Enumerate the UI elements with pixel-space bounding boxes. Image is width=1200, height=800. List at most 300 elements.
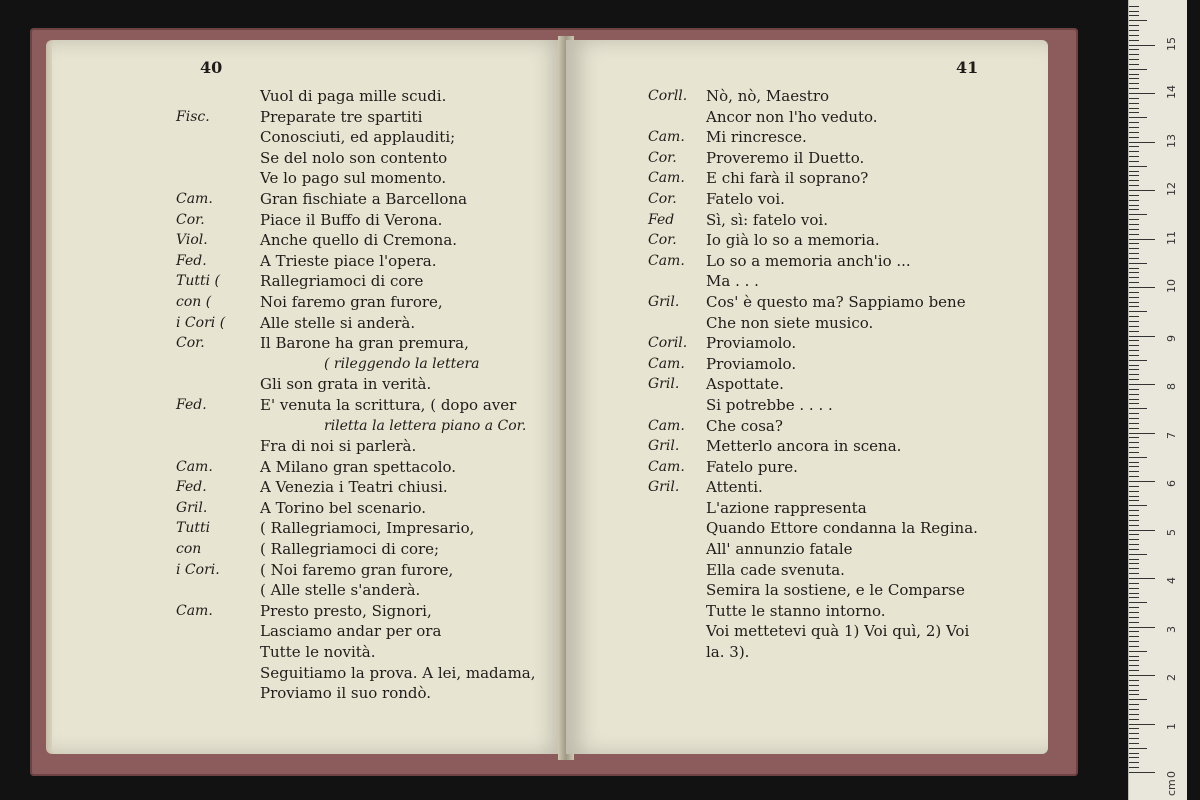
ruler-label: 8 xyxy=(1165,383,1178,390)
ruler-tick xyxy=(1129,132,1139,133)
text-line xyxy=(52,313,566,334)
verse-text: Ve lo pago sul momento. xyxy=(260,169,447,188)
ruler-tick xyxy=(1129,641,1139,642)
ruler-tick xyxy=(1129,680,1139,681)
verse-text: Lo so a memoria anch'io ... xyxy=(706,251,911,270)
text-line xyxy=(566,189,1048,210)
ruler-tick xyxy=(1129,365,1139,366)
text-line xyxy=(52,498,566,519)
text-line xyxy=(52,168,566,189)
ruler-tick xyxy=(1129,209,1139,210)
right-page xyxy=(566,40,1048,754)
verse-text: Vuol di paga mille scudi. xyxy=(260,87,447,105)
speaker-label: i Cori. xyxy=(176,561,220,578)
verse-text: Cos' è questo ma? Sappiamo bene xyxy=(706,292,966,311)
ruler-tick xyxy=(1129,355,1139,356)
ruler-label: 6 xyxy=(1165,480,1178,487)
verse-text: ( Rallegriamoci di core; xyxy=(260,540,440,559)
ruler-tick xyxy=(1129,180,1139,181)
verse-text: Tutte le novità. xyxy=(260,643,376,662)
ruler-tick xyxy=(1129,219,1139,220)
text-line xyxy=(52,436,566,457)
ruler-tick xyxy=(1129,466,1139,467)
ruler-tick xyxy=(1129,248,1139,249)
ruler-tick xyxy=(1129,316,1139,317)
speaker-label: Fed xyxy=(648,211,675,228)
ruler-tick xyxy=(1129,243,1139,244)
verse-text: Fra di noi si parlerà. xyxy=(260,437,417,456)
text-line xyxy=(52,395,566,416)
ruler-tick xyxy=(1129,108,1139,109)
verse-text: Noi faremo gran furore, xyxy=(260,292,443,311)
text-line xyxy=(52,560,566,581)
text-line xyxy=(566,621,1048,642)
ruler-tick xyxy=(1129,452,1139,453)
speaker-label: Cam. xyxy=(176,602,213,619)
ruler-tick xyxy=(1129,753,1139,754)
ruler-tick xyxy=(1129,49,1139,50)
ruler-tick xyxy=(1129,103,1139,104)
ruler-tick xyxy=(1129,185,1139,186)
verse-text: Gli son grata in verità. xyxy=(260,375,432,394)
ruler-tick xyxy=(1129,719,1139,720)
ruler-label: 2 xyxy=(1165,674,1178,681)
text-line xyxy=(52,539,566,560)
ruler-tick xyxy=(1129,651,1147,652)
verse-text: A Milano gran spettacolo. xyxy=(260,457,457,476)
text-line xyxy=(52,292,566,313)
ruler-tick xyxy=(1129,622,1139,623)
verse-text: Proviamo il suo rondò. xyxy=(260,684,432,703)
verse-text: Ancor non l'ho veduto. xyxy=(706,107,878,126)
ruler-tick xyxy=(1129,408,1147,409)
ruler-tick xyxy=(1129,35,1139,36)
verse-text: ( Noi faremo gran furore, xyxy=(260,560,454,579)
ruler-label: 11 xyxy=(1165,230,1178,245)
speaker-label: Coril. xyxy=(648,335,688,352)
ruler-tick xyxy=(1129,200,1139,201)
verse-text: Tutte le stanno intorno. xyxy=(706,601,886,620)
speaker-label: Gril. xyxy=(648,438,680,455)
ruler-tick xyxy=(1129,331,1139,332)
text-line xyxy=(52,642,566,663)
verse-text: Proviamolo. xyxy=(706,334,797,353)
ruler-tick xyxy=(1129,321,1139,322)
ruler-tick xyxy=(1129,602,1147,603)
speaker-label: Gril. xyxy=(648,479,680,496)
text-line xyxy=(566,477,1048,498)
verse-text: Si potrebbe . . . . xyxy=(706,395,833,414)
text-line xyxy=(566,457,1048,478)
verse-text: Rallegriamoci di core xyxy=(260,272,424,291)
ruler-tick xyxy=(1129,379,1139,380)
text-line xyxy=(566,580,1048,601)
speaker-label: i Cori ( xyxy=(176,314,226,331)
ruler-tick xyxy=(1129,627,1155,628)
ruler-tick xyxy=(1129,447,1139,448)
stage-direction: ( rileggendo la lettera xyxy=(324,355,480,372)
ruler-tick xyxy=(1129,384,1155,385)
verse-text: Gran fischiate a Barcellona xyxy=(260,189,468,208)
text-line xyxy=(566,230,1048,251)
ruler-label: 14 xyxy=(1165,85,1178,99)
ruler-tick xyxy=(1129,54,1139,55)
ruler-tick xyxy=(1129,122,1139,123)
speaker-label: Cam. xyxy=(648,252,685,269)
ruler-tick xyxy=(1129,345,1139,346)
verse-text: Che cosa? xyxy=(706,416,783,435)
verse-text: Mi rincresce. xyxy=(706,128,807,147)
ruler-tick xyxy=(1129,471,1139,472)
ruler-tick xyxy=(1129,175,1139,176)
ruler-tick xyxy=(1129,709,1139,710)
verse-text: Aspottate. xyxy=(706,375,784,394)
ruler-tick xyxy=(1129,583,1139,584)
ruler-tick xyxy=(1129,597,1139,598)
ruler-tick xyxy=(1129,6,1139,7)
text-line xyxy=(566,354,1048,375)
ruler-tick xyxy=(1129,593,1139,594)
measuring-ruler xyxy=(1128,0,1187,800)
ruler-tick xyxy=(1129,544,1139,545)
ruler-tick xyxy=(1129,117,1147,118)
ruler-tick xyxy=(1129,660,1139,661)
verse-text: A Torino bel scenario. xyxy=(260,498,427,517)
ruler-tick xyxy=(1129,142,1155,143)
ruler-label: 13 xyxy=(1165,133,1178,148)
text-line xyxy=(52,683,566,704)
ruler-tick xyxy=(1129,767,1139,768)
ruler-tick xyxy=(1129,486,1139,487)
left-page-text xyxy=(52,86,566,704)
ruler-tick xyxy=(1129,224,1139,225)
ruler-tick xyxy=(1129,59,1139,60)
verse-text: Fatelo voi. xyxy=(706,189,785,208)
ruler-tick xyxy=(1129,496,1139,497)
verse-text: Io già lo so a memoria. xyxy=(706,231,880,250)
text-line xyxy=(566,518,1048,539)
verse-text: A Venezia i Teatri chiusi. xyxy=(260,478,448,497)
ruler-label: 1 xyxy=(1165,722,1178,730)
ruler-tick xyxy=(1129,423,1139,424)
ruler-tick xyxy=(1129,151,1139,152)
ruler-tick xyxy=(1129,195,1139,196)
ruler-tick xyxy=(1129,311,1147,312)
speaker-label: Gril. xyxy=(648,293,680,310)
ruler-tick xyxy=(1129,578,1155,579)
text-line xyxy=(52,107,566,128)
verse-text: ( Rallegriamoci, Impresario, xyxy=(260,519,475,538)
speaker-label: Tutti ( xyxy=(176,273,220,290)
ruler-tick xyxy=(1129,88,1139,89)
text-line xyxy=(566,107,1048,128)
ruler-tick xyxy=(1129,83,1139,84)
ruler-tick xyxy=(1129,636,1139,637)
ruler-tick xyxy=(1129,481,1155,482)
text-line xyxy=(566,86,1048,107)
speaker-label: Fed. xyxy=(176,252,207,269)
ruler-tick xyxy=(1129,350,1139,351)
ruler-tick xyxy=(1129,685,1139,686)
ruler-tick xyxy=(1129,146,1139,147)
ruler-tick xyxy=(1129,205,1139,206)
verse-text: Il Barone ha gran premura, xyxy=(260,334,469,353)
speaker-label: Cor. xyxy=(648,232,677,249)
ruler-tick xyxy=(1129,491,1139,492)
text-line xyxy=(52,663,566,684)
ruler-tick xyxy=(1129,534,1139,535)
ruler-label: 12 xyxy=(1165,182,1178,196)
ruler-label: 10 xyxy=(1165,279,1178,293)
ruler-tick xyxy=(1129,156,1139,157)
ruler-tick xyxy=(1129,476,1139,477)
ruler-tick xyxy=(1129,748,1147,749)
verse-text: Proveremo il Duetto. xyxy=(706,148,865,167)
ruler-tick xyxy=(1129,724,1155,725)
verse-text: Anche quello di Cremona. xyxy=(260,231,458,250)
ruler-label: 9 xyxy=(1165,334,1178,342)
text-line xyxy=(566,251,1048,272)
verse-text: Piace il Buffo di Verona. xyxy=(260,210,443,229)
speaker-label: Gril. xyxy=(648,376,680,393)
ruler-tick xyxy=(1129,646,1139,647)
verse-text: Ma . . . xyxy=(706,272,759,291)
ruler-tick xyxy=(1129,510,1139,511)
ruler-tick xyxy=(1129,743,1139,744)
text-line xyxy=(566,292,1048,313)
ruler-tick xyxy=(1129,757,1139,758)
ruler-tick xyxy=(1129,306,1139,307)
verse-text: Ella cade svenuta. xyxy=(706,560,845,579)
verse-text: L'azione rappresenta xyxy=(706,498,867,517)
text-line xyxy=(566,560,1048,581)
ruler-tick xyxy=(1129,263,1147,264)
text-line xyxy=(566,333,1048,354)
ruler-label: 0 xyxy=(1165,771,1178,778)
ruler-tick xyxy=(1129,505,1147,506)
ruler-tick xyxy=(1129,98,1139,99)
verse-text: Attenti. xyxy=(706,478,763,497)
verse-text: Metterlo ancora in scena. xyxy=(706,437,902,456)
ruler-tick xyxy=(1129,272,1139,273)
ruler-tick xyxy=(1129,554,1147,555)
ruler-tick xyxy=(1129,733,1139,734)
ruler-tick xyxy=(1129,699,1147,700)
ruler-tick xyxy=(1129,462,1139,463)
ruler-label: 4 xyxy=(1165,577,1178,584)
text-line xyxy=(52,457,566,478)
ruler-tick xyxy=(1129,394,1139,395)
text-line xyxy=(52,354,566,375)
speaker-label: Cor. xyxy=(176,211,205,228)
text-line xyxy=(566,127,1048,148)
text-line xyxy=(566,271,1048,292)
ruler-tick xyxy=(1129,418,1139,419)
speaker-label: Fed. xyxy=(176,479,207,496)
ruler-tick xyxy=(1129,714,1139,715)
ruler-tick xyxy=(1129,515,1139,516)
text-line xyxy=(566,168,1048,189)
stage-direction: riletta la lettera piano a Cor. xyxy=(324,417,527,434)
ruler-tick xyxy=(1129,258,1139,259)
ruler-tick xyxy=(1129,403,1139,404)
text-line xyxy=(52,333,566,354)
text-line xyxy=(52,580,566,601)
ruler-label: 7 xyxy=(1165,431,1178,439)
ruler-tick xyxy=(1129,665,1139,666)
speaker-label: Fed. xyxy=(176,396,207,413)
ruler-tick xyxy=(1129,282,1139,283)
ruler-tick xyxy=(1129,127,1139,128)
ruler-tick xyxy=(1129,457,1147,458)
speaker-label: Fisc. xyxy=(176,108,210,125)
text-line xyxy=(52,601,566,622)
text-line xyxy=(566,539,1048,560)
ruler-tick xyxy=(1129,20,1147,21)
ruler-tick xyxy=(1129,374,1139,375)
ruler-tick xyxy=(1129,520,1139,521)
text-line xyxy=(566,498,1048,519)
ruler-tick xyxy=(1129,268,1139,269)
verse-text: Seguitiamo la prova. A lei, madama, xyxy=(260,663,536,682)
text-line xyxy=(566,642,1048,663)
verse-text: Se del nolo son contento xyxy=(260,148,448,167)
verse-text: Proviamolo. xyxy=(706,354,797,373)
text-line xyxy=(52,416,566,437)
ruler-tick xyxy=(1129,234,1139,235)
verse-text: Lasciamo andar per ora xyxy=(260,622,442,641)
ruler-tick xyxy=(1129,704,1139,705)
ruler-tick xyxy=(1129,45,1155,46)
ruler-tick xyxy=(1129,336,1155,337)
ruler-tick xyxy=(1129,11,1139,12)
ruler-tick xyxy=(1129,171,1139,172)
ruler-tick xyxy=(1129,559,1139,560)
ruler-tick xyxy=(1129,74,1139,75)
ruler-tick xyxy=(1129,340,1139,341)
text-line xyxy=(566,374,1048,395)
ruler-tick xyxy=(1129,229,1139,230)
text-line xyxy=(52,210,566,231)
ruler-tick xyxy=(1129,728,1139,729)
ruler-tick xyxy=(1129,442,1139,443)
verse-text: ( Alle stelle s'anderà. xyxy=(260,581,421,600)
ruler-tick xyxy=(1129,15,1139,16)
ruler-tick xyxy=(1129,166,1147,167)
right-page-text xyxy=(566,86,1048,663)
speaker-label: Cor. xyxy=(648,149,677,166)
ruler-tick xyxy=(1129,656,1139,657)
ruler-tick xyxy=(1129,433,1155,434)
speaker-label: Cor. xyxy=(176,335,205,352)
ruler-tick xyxy=(1129,389,1139,390)
ruler-tick xyxy=(1129,617,1139,618)
text-line xyxy=(566,313,1048,334)
verse-text: E chi farà il soprano? xyxy=(706,169,869,188)
ruler-tick xyxy=(1129,762,1139,763)
text-line xyxy=(52,230,566,251)
ruler-tick xyxy=(1129,690,1139,691)
text-line xyxy=(52,621,566,642)
ruler-tick xyxy=(1129,64,1139,65)
speaker-label: Cam. xyxy=(648,170,685,187)
left-page-number: 40 xyxy=(200,58,223,77)
ruler-tick xyxy=(1129,112,1139,113)
ruler-tick xyxy=(1129,428,1139,429)
verse-text: Quando Ettore condanna la Regina. xyxy=(706,519,978,538)
speaker-label: Cam. xyxy=(648,417,685,434)
verse-text: la. 3). xyxy=(706,643,750,662)
text-line xyxy=(566,416,1048,437)
ruler-label: 5 xyxy=(1165,528,1178,536)
ruler-tick xyxy=(1129,413,1139,414)
ruler-tick xyxy=(1129,277,1139,278)
ruler-tick xyxy=(1129,399,1139,400)
text-line xyxy=(566,210,1048,231)
verse-text: Conosciuti, ed applauditi; xyxy=(260,128,456,147)
text-line xyxy=(52,189,566,210)
ruler-unit: cm xyxy=(1165,779,1178,796)
text-line xyxy=(52,271,566,292)
text-line xyxy=(566,601,1048,622)
left-page xyxy=(52,40,566,754)
ruler-tick xyxy=(1129,772,1155,773)
ruler-tick xyxy=(1129,161,1139,162)
ruler-tick xyxy=(1129,549,1139,550)
verse-text: Sì, sì: fatelo voi. xyxy=(706,210,828,229)
text-line xyxy=(566,395,1048,416)
ruler-tick xyxy=(1129,607,1139,608)
verse-text: Semira la sostiene, e le Comparse xyxy=(706,581,965,600)
ruler-tick xyxy=(1129,738,1139,739)
verse-text: A Trieste piace l'opera. xyxy=(260,251,437,270)
ruler-tick xyxy=(1129,500,1139,501)
text-line xyxy=(566,436,1048,457)
ruler-tick xyxy=(1129,93,1155,94)
speaker-label: Cor. xyxy=(648,190,677,207)
verse-text: Alle stelle si anderà. xyxy=(260,313,416,332)
ruler-tick xyxy=(1129,214,1147,215)
ruler-tick xyxy=(1129,239,1155,240)
verse-text: Presto presto, Signori, xyxy=(260,601,432,620)
ruler-tick xyxy=(1129,530,1155,531)
ruler-tick xyxy=(1129,539,1139,540)
ruler-tick xyxy=(1129,25,1139,26)
verse-text: Nò, nò, Maestro xyxy=(706,87,830,105)
ruler-tick xyxy=(1129,568,1139,569)
ruler-tick xyxy=(1129,287,1155,288)
ruler-label: 3 xyxy=(1165,625,1178,633)
ruler-tick xyxy=(1129,40,1139,41)
ruler-tick xyxy=(1129,137,1139,138)
ruler-tick xyxy=(1129,297,1139,298)
ruler-tick xyxy=(1129,369,1139,370)
speaker-label: Cam. xyxy=(176,190,213,207)
speaker-label: con ( xyxy=(176,293,212,310)
ruler-label: 15 xyxy=(1165,36,1178,51)
verse-text: Fatelo pure. xyxy=(706,457,798,476)
ruler-tick xyxy=(1129,694,1139,695)
ruler-tick xyxy=(1129,675,1155,676)
ruler-tick xyxy=(1129,302,1139,303)
ruler-tick xyxy=(1129,563,1139,564)
speaker-label: Gril. xyxy=(176,499,208,516)
verse-text: E' venuta la scrittura, ( dopo aver xyxy=(260,395,517,414)
speaker-label: Cam. xyxy=(648,355,685,372)
ruler-tick xyxy=(1129,253,1139,254)
ruler-tick xyxy=(1129,78,1139,79)
speaker-label: Cam. xyxy=(648,129,685,146)
